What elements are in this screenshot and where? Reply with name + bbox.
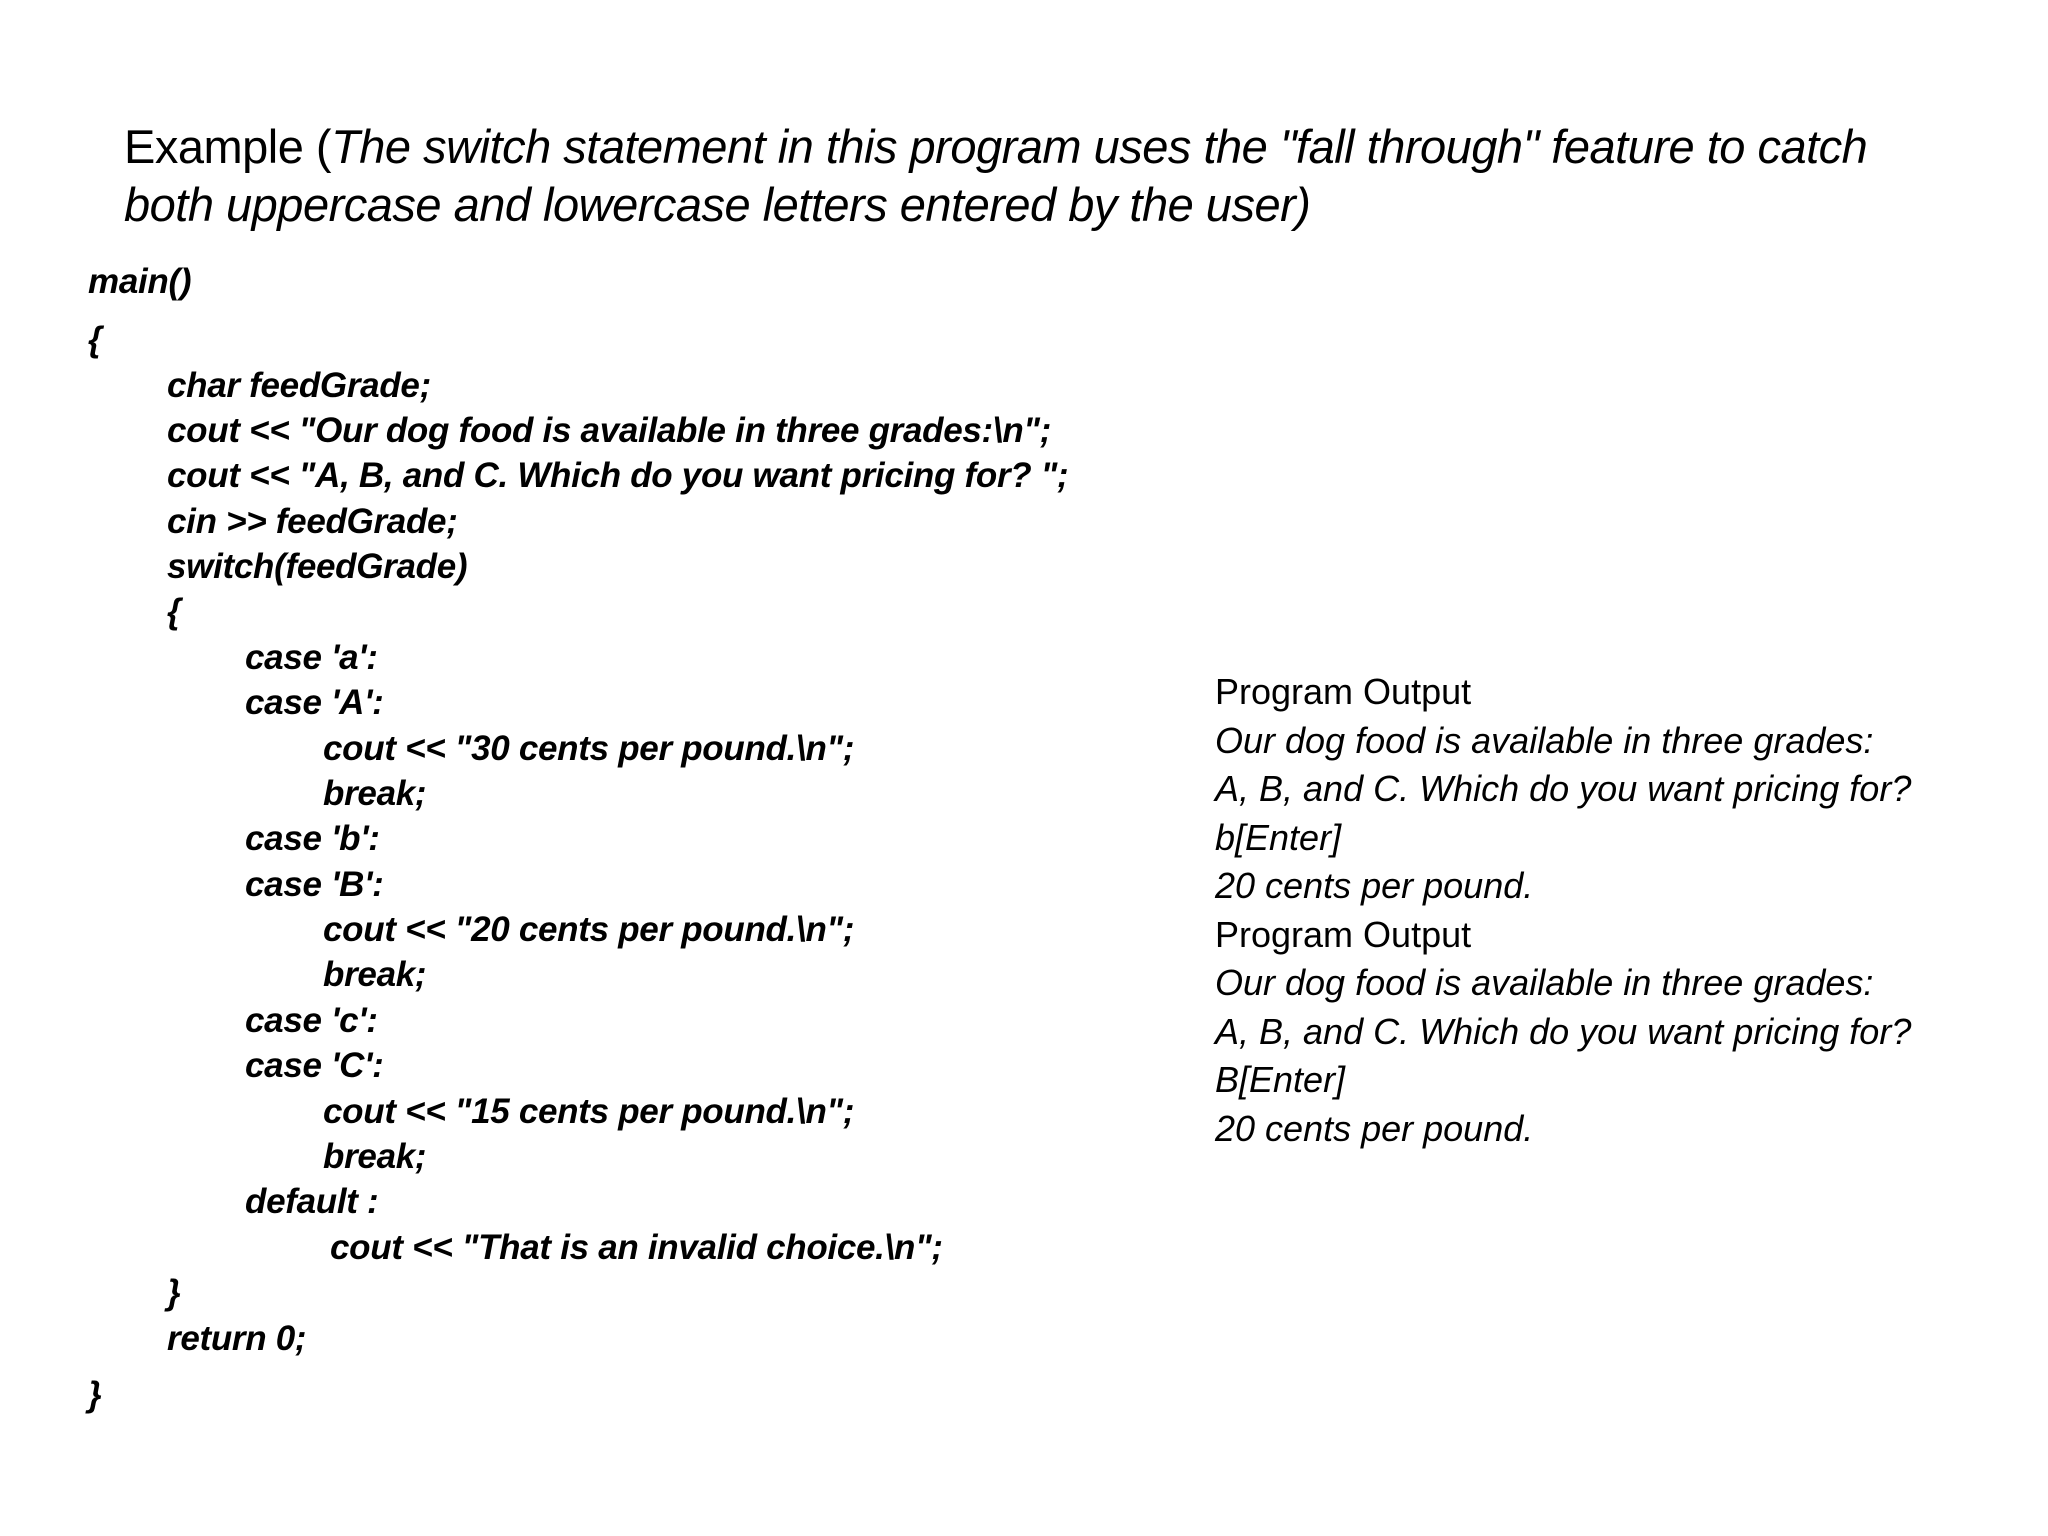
slide-title xyxy=(124,118,1944,234)
code-line: cout << "That is an invalid choice.\n"; xyxy=(330,1228,943,1267)
program-output-line: Our dog food is available in three grades: xyxy=(1215,962,1874,1003)
code-line: case 'C': xyxy=(245,1046,384,1085)
program-output-line: A, B, and C. Which do you want pricing for? xyxy=(1215,1010,1912,1052)
program-output-line: Our dog food is available in three grades: xyxy=(1215,719,1874,761)
code-line: case 'a': xyxy=(245,638,378,677)
code-line: cin >> feedGrade; xyxy=(167,502,458,541)
code-line: case 'c': xyxy=(245,1001,378,1040)
program-output-block xyxy=(1215,911,2015,1154)
code-line: cout << "Our dog food is available in three grades:\n"; xyxy=(167,411,1052,450)
code-line: char feedGrade; xyxy=(167,366,431,405)
code-line: case 'B': xyxy=(245,865,384,904)
program-output-panel xyxy=(1215,668,2015,1153)
program-output-line: A, B, and C. Which do you want pricing for? xyxy=(1215,768,1912,809)
program-output-heading: Program Output xyxy=(1215,913,1472,955)
code-line: } xyxy=(88,1375,102,1414)
code-line: break; xyxy=(323,774,427,813)
code-line: main() xyxy=(88,262,192,301)
code-line: break; xyxy=(323,1137,427,1176)
code-line: cout << "20 cents per pound.\n"; xyxy=(323,910,855,949)
program-output-line: 20 cents per pound. xyxy=(1215,1107,1534,1149)
code-line: cout << "A, B, and C. Which do you want pricing for? "; xyxy=(167,456,1069,495)
program-output-line: B[Enter] xyxy=(1215,1059,1346,1100)
code-line: default : xyxy=(245,1182,379,1221)
code-line: switch(feedGrade) xyxy=(167,547,468,586)
program-output-heading: Program Output xyxy=(1215,671,1472,712)
code-line: cout << "15 cents per pound.\n"; xyxy=(323,1092,855,1131)
code-line: break; xyxy=(323,955,427,994)
title-lead: Example ( xyxy=(124,120,332,173)
program-output-block xyxy=(1215,668,2015,911)
title-description: The switch statement in this program uses the "fall through" feature to catch both uppercase and lowercase letters entered by the user) xyxy=(124,120,1868,231)
program-output-line: 20 cents per pound. xyxy=(1215,865,1534,906)
code-line: return 0; xyxy=(167,1319,307,1358)
code-line: case 'b': xyxy=(245,819,380,858)
code-line: { xyxy=(167,592,181,631)
code-line: case 'A': xyxy=(245,683,384,722)
code-line: cout << "30 cents per pound.\n"; xyxy=(323,729,855,768)
code-line: { xyxy=(88,320,102,359)
code-line: } xyxy=(167,1273,181,1312)
program-output-line: b[Enter] xyxy=(1215,816,1342,858)
